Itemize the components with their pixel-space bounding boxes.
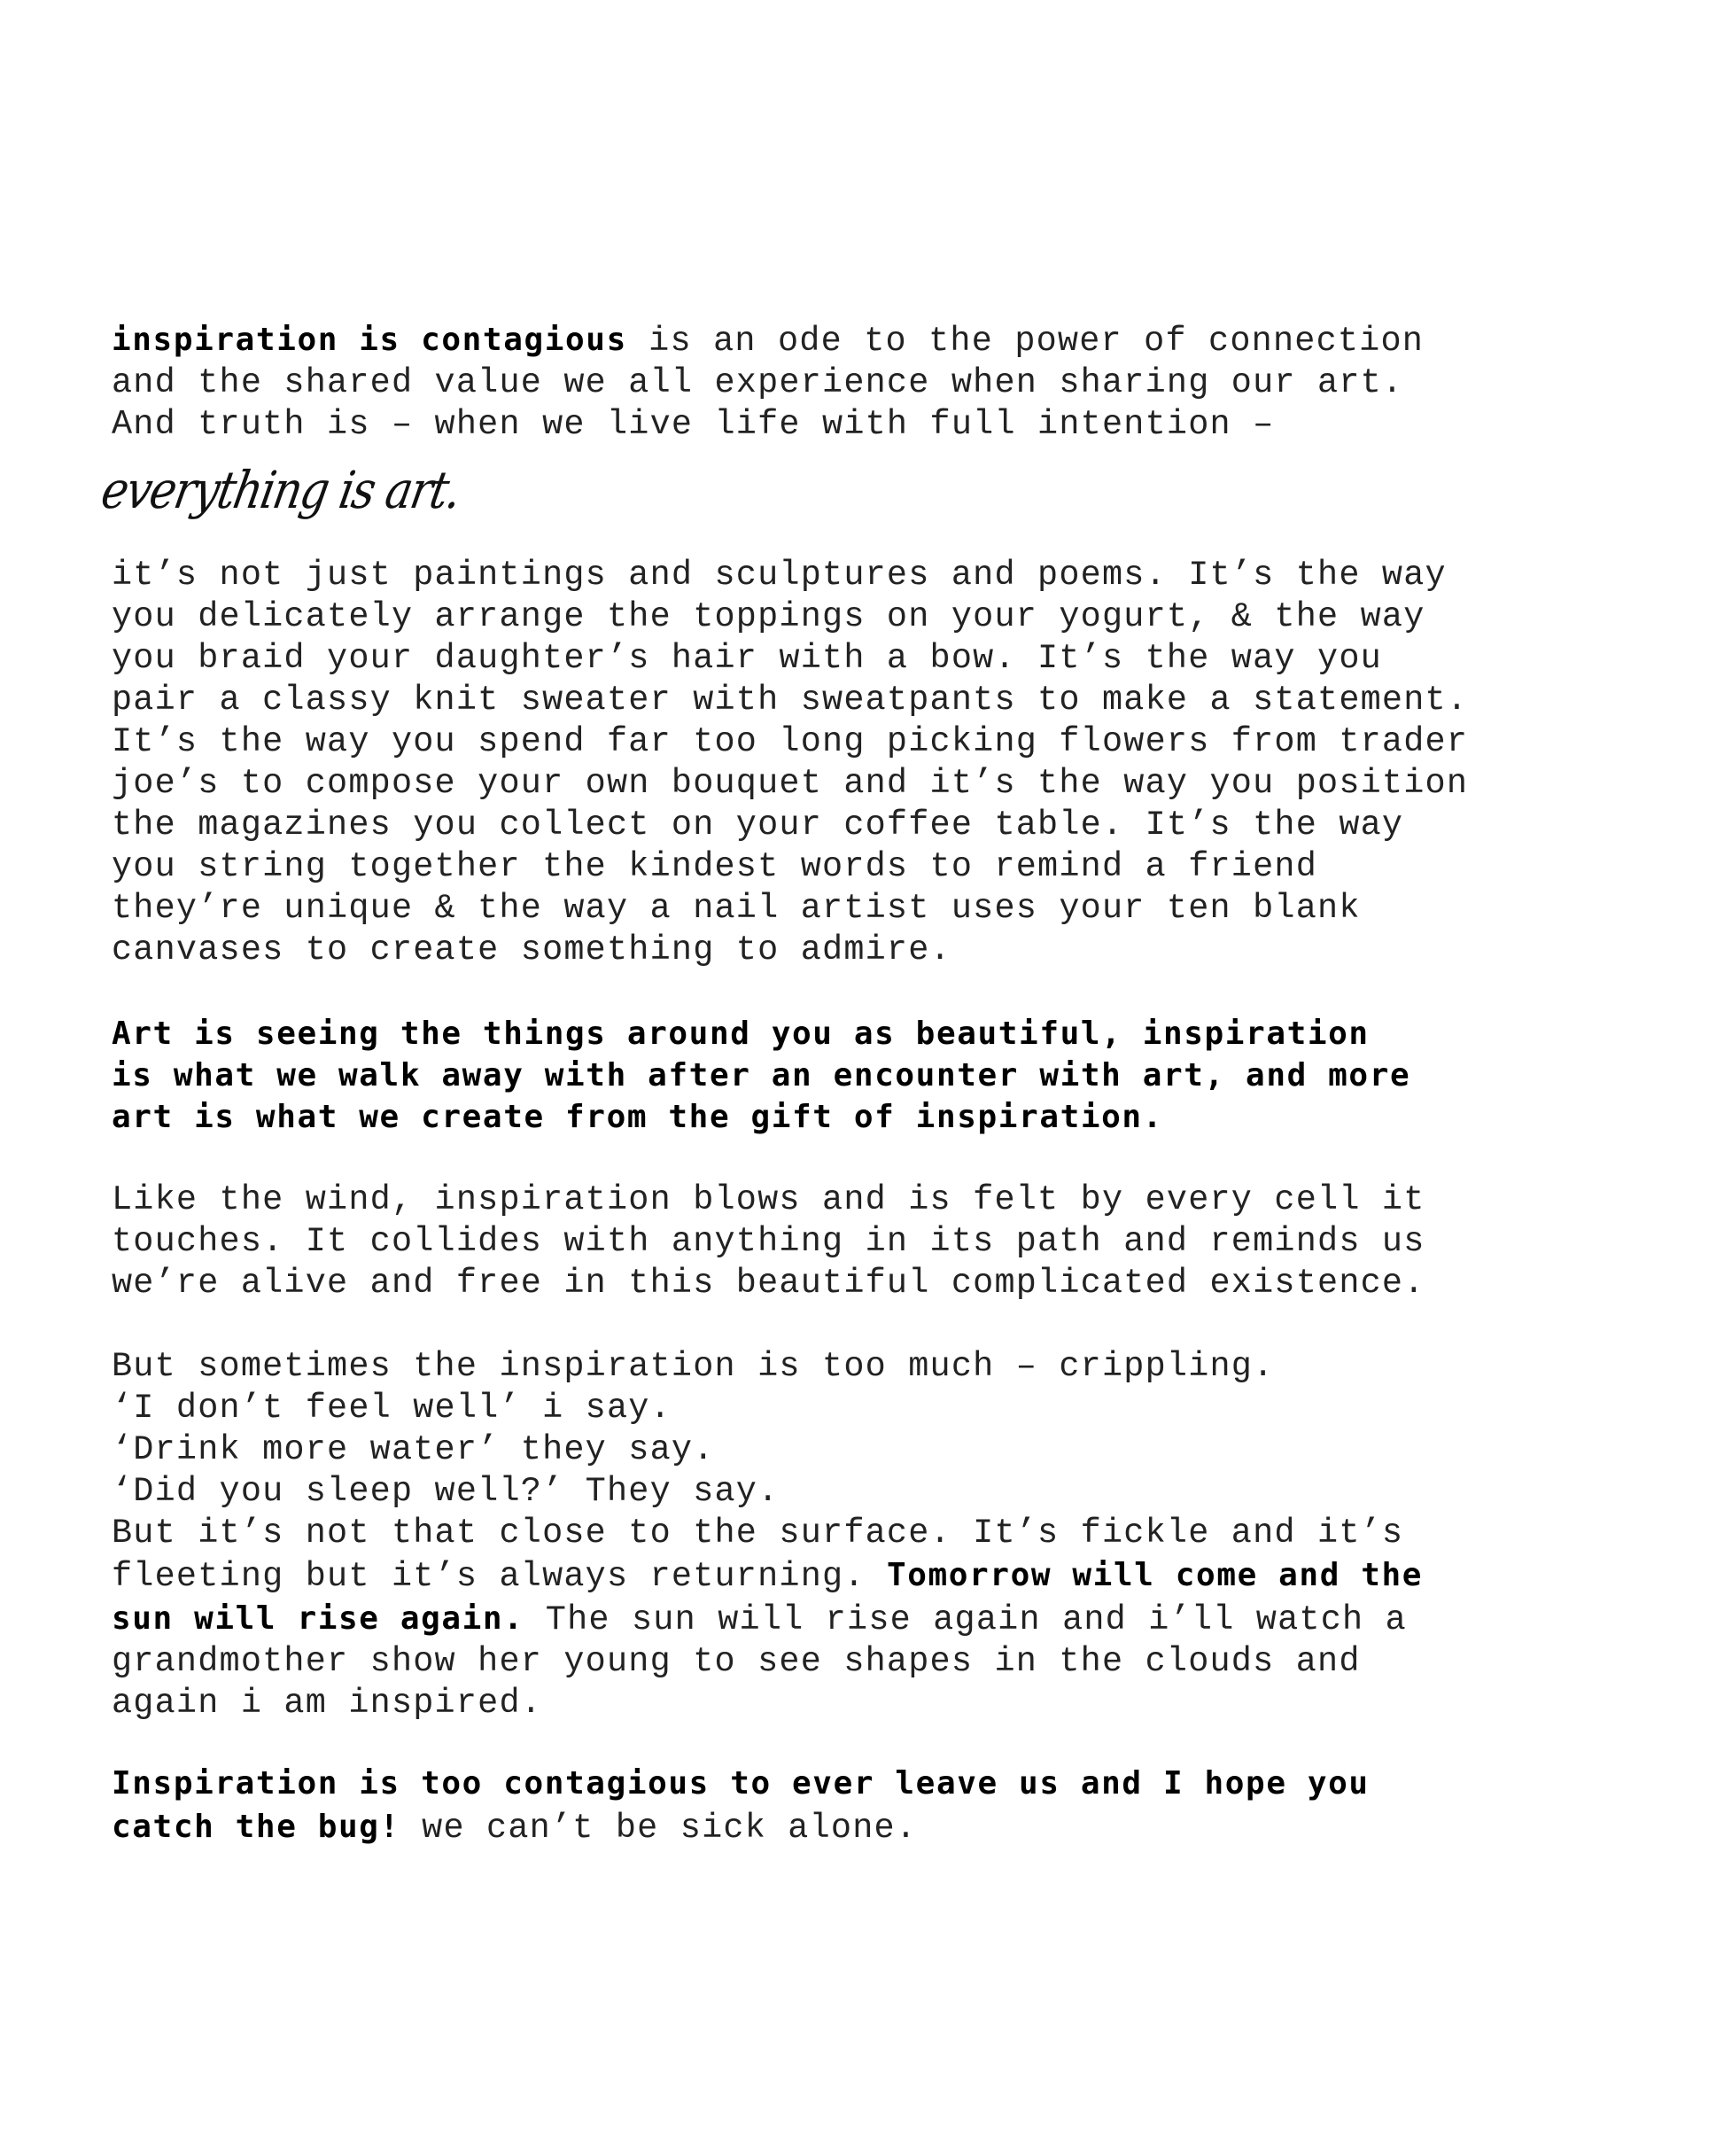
paragraph-line: The sun will rise again and i’ll watch a: [524, 1600, 1407, 1639]
paragraph-line: you string together the kindest words to remind a friend: [112, 847, 1318, 886]
script-heading: everything is art.: [97, 460, 466, 520]
paragraph-line: the magazines you collect on your coffee table. It’s the way: [112, 806, 1404, 844]
paragraph-line: touches. It collides with anything in its path and reminds us: [112, 1222, 1425, 1261]
quote-line: ‘Did you sleep well?’ They say.: [112, 1472, 780, 1511]
paragraph-line: It’s the way you spend far too long picking flowers from trader: [112, 722, 1469, 761]
intro-lead-bold: inspiration is contagious: [112, 322, 627, 358]
paragraph-line: they’re unique & the way a nail artist uses your ten blank: [112, 889, 1361, 928]
quote-line: ‘Drink more water’ they say.: [112, 1430, 715, 1469]
wind-paragraph: [112, 1179, 1618, 1304]
everyday-paragraph: [112, 555, 1618, 971]
sun-rise-bold-text: sun will rise again.: [112, 1600, 524, 1637]
closing-plain-text: we can’t be sick alone.: [400, 1809, 918, 1848]
intro-line: And truth is – when we live life with full intention –: [112, 405, 1275, 444]
paragraph-line: Like the wind, inspiration blows and is felt by every cell it: [112, 1180, 1425, 1219]
paragraph-line: art is what we create from the gift of inspiration.: [112, 1099, 1163, 1135]
paragraph-line: But it’s not that close to the surface. It’s fickle and it’s: [112, 1514, 1404, 1553]
paragraph-line: pair a classy knit sweater with sweatpants to make a statement.: [112, 681, 1469, 720]
paragraph-line: you braid your daughter’s hair with a bow. It’s the way you: [112, 639, 1382, 678]
paragraph-line: is what we walk away with after an encounter with art, and more: [112, 1057, 1411, 1094]
sometimes-paragraph: [112, 1346, 1618, 1724]
paragraph-line: Art is seeing the things around you as beautiful, inspiration: [112, 1016, 1370, 1052]
art-definition-paragraph: [112, 1013, 1618, 1138]
paragraph-line: joe’s to compose your own bouquet and it’s the way you position: [112, 764, 1469, 803]
paragraph-line: grandmother show her young to see shapes in the clouds and: [112, 1642, 1361, 1681]
intro-lead-rest: is an ode to the power of connection: [626, 322, 1425, 361]
quote-line: ‘I don’t feel well’ i say.: [112, 1389, 672, 1428]
intro-paragraph: [112, 319, 1618, 446]
closing-paragraph: [112, 1763, 1618, 1849]
paragraph-line: But sometimes the inspiration is too much – crippling.: [112, 1347, 1275, 1386]
paragraph-line: canvases to create something to admire.: [112, 930, 951, 969]
paragraph-line: you delicately arrange the toppings on your yogurt, & the way: [112, 597, 1425, 636]
closing-bold-text: Inspiration is too contagious to ever leave us and I hope you: [112, 1765, 1370, 1802]
catch-the-bug-text: catch the bug!: [112, 1809, 400, 1845]
paragraph-line: fleeting but it’s always returning.: [112, 1557, 887, 1596]
paragraph-line: it’s not just paintings and sculptures and poems. It’s the way: [112, 556, 1447, 595]
tomorrow-bold-text: Tomorrow will come and the: [886, 1557, 1424, 1593]
intro-line: and the shared value we all experience when sharing our art.: [112, 363, 1404, 402]
paragraph-line: we’re alive and free in this beautiful complicated existence.: [112, 1264, 1425, 1303]
paragraph-line: again i am inspired.: [112, 1684, 543, 1723]
